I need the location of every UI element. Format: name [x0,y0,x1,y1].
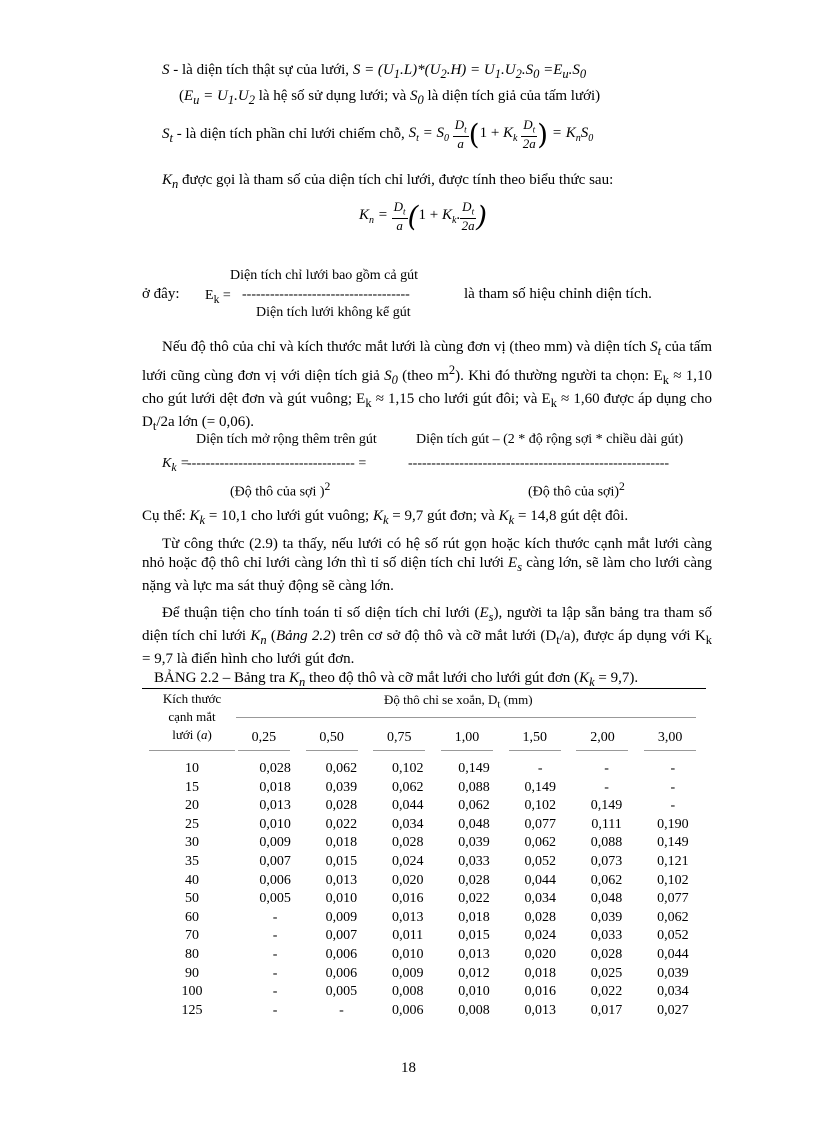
kn-value-cell: 0,017 [590,1002,623,1018]
kn-value-cell: 0,009 [325,909,358,925]
kn-value-cell: 0,028 [391,835,424,851]
table-row [142,760,706,779]
kn-value-cell: 0,009 [391,965,424,981]
mesh-size-cell: 125 [181,1002,203,1018]
kk-numerator-2: Diện tích gút – (2 * độ rộng sợi * chiều dài gút) [416,432,684,447]
column-header: 0,75 [365,730,433,751]
kn-value-cell: 0,149 [590,798,623,814]
kk-fraction-bar-1: ------------------------------------ = [187,456,367,471]
kn-value-cell: 0,052 [657,928,689,944]
paragraph-lookup-table: Để thuận tiện cho tính toán tỉ số diện tích chỉ lưới $(E_s)$, người ta lập sẵn bảng tra tham số diện tích chỉ lưới $K_n$ (Bảng 2.2) trên cơ sở độ thô và cỡ mắt lưới $(D_t/a)$, được áp dụng với $K_k = 9,7$ là điển hình cho lưới gút đơn. [142,605,712,667]
mesh-size-cell: 100 [181,984,203,1000]
kn-value-cell: 0,024 [524,928,557,944]
kn-formula: $K_n$ = $\frac{D_t}{a}$ ($1 + K_k$. $\frac{D_t}{2a}$ ) [359,199,488,233]
table-top-rule [142,688,706,689]
kn-value-cell: 0,006 [325,946,358,962]
column-header: 0,50 [298,730,366,751]
kn-value-cell: 0,028 [458,872,490,888]
column-header: 2,00 [569,730,637,751]
kn-value-cell: - [272,984,278,1000]
eu-note: ($E_u = U_1.U_2$ là hệ số sử dụng lưới; và $S_0$ là diện tích giả của tấm lưới) [179,88,601,107]
kn-value-cell: 0,039 [325,779,358,795]
kn-value-cell: 0,013 [391,909,424,925]
kn-value-cell: 0,028 [259,761,291,776]
ek-description: là tham số hiệu chỉnh diện tích. [464,286,652,302]
kn-value-cell: 0,013 [259,798,291,814]
kn-value-cell: 0,028 [590,946,623,962]
kn-value-cell: 0,111 [591,816,622,832]
kn-value-cell: - [272,928,278,944]
kn-value-cell: 0,013 [325,872,358,888]
kn-value-cell: 0,088 [458,779,490,795]
kn-value-cell: 0,007 [325,928,358,944]
mesh-size-cell: 80 [185,946,199,962]
kn-value-cell: 0,048 [458,816,490,832]
ek-fraction-bar: ------------------------------------ [242,287,410,302]
kn-value-cell: 0,018 [259,779,291,795]
kn-value-cell: 0,033 [458,853,490,869]
table-row [142,872,706,891]
kn-value-cell: 0,062 [590,872,623,888]
kn-value-cell: - [604,779,609,795]
kn-value-cell: 0,102 [524,798,557,814]
mesh-size-cell: 60 [185,909,199,925]
kn-value-cell: 0,052 [524,853,557,869]
column-header: 3,00 [636,730,704,751]
kn-value-cell: 0,034 [391,816,424,832]
kn-description: $K_n$ được gọi là tham số của diện tích chỉ lưới, được tính theo biểu thức sau: [162,172,614,191]
ek-denominator: Diện tích lưới không kể gút [256,305,411,320]
table-row [142,983,706,1002]
kn-value-cell: 0,044 [391,798,424,814]
kn-value-cell: 0,033 [590,928,623,944]
kn-value-cell: 0,018 [524,965,557,981]
kn-value-cell: 0,044 [524,872,557,888]
kn-value-cell: 0,039 [657,965,689,981]
kn-value-cell: 0,013 [458,946,490,962]
kn-value-cell: 0,016 [391,891,424,907]
kn-value-cell: 0,077 [657,891,689,907]
kn-value-cell: 0,010 [458,984,490,1000]
kn-value-cell: 0,024 [391,853,424,869]
kn-value-cell: 0,013 [524,1002,557,1018]
kn-value-cell: 0,048 [590,891,623,907]
kn-value-cell: 0,149 [657,835,689,851]
kn-value-cell: 0,016 [524,984,557,1000]
mesh-size-cell: 50 [185,891,199,907]
kn-value-cell: - [272,946,278,962]
mesh-size-cell: 40 [185,872,199,888]
table-row [142,834,706,853]
st-definition: $S_t$ - là diện tích phần chỉ lưới chiếm chỗ, $S_t = S_0$ $\frac{D_t}{a}$ ($1 + K_k$ $\frac{D_t}{2a}$ ) = $K_nS_0$ [162,117,594,151]
table-row [142,965,706,984]
kn-value-cell: 0,022 [325,816,358,832]
kn-value-cell: - [537,761,543,776]
mesh-size-cell: 25 [185,816,199,832]
ek-symbol: $E_k$ = [205,288,231,306]
kn-value-cell: 0,010 [325,891,358,907]
kn-value-cell: 0,121 [657,853,689,869]
kn-value-cell: 0,012 [458,965,490,981]
kn-value-cell: - [604,761,609,776]
mesh-size-cell: 30 [185,835,199,851]
kn-value-cell: 0,062 [391,779,424,795]
kn-value-cell: 0,005 [325,984,358,1000]
kk-numerator-1: Diện tích mở rộng thêm trên gút [196,432,377,447]
kn-value-cell: 0,028 [325,798,358,814]
kn-value-cell: 0,018 [325,835,358,851]
column-headers [230,730,704,751]
page-number: 18 [401,1060,416,1076]
kn-value-cell: 0,011 [392,928,424,944]
table-caption: BẢNG 2.2 – Bảng tra $K_n$ theo độ thô và cỡ mắt lưới cho lưới gút đơn $(K_k = 9,7)$. [154,670,639,689]
kk-symbol: $K_k$ = [162,456,190,474]
kn-value-cell: 0,020 [391,872,424,888]
kn-value-cell: 0,025 [590,965,623,981]
kn-value-cell: 0,027 [657,1002,689,1018]
table-row [142,797,706,816]
kn-value-cell: 0,010 [259,816,291,832]
kn-value-cell: 0,006 [325,965,358,981]
column-group-rule [236,717,696,718]
kn-value-cell: 0,077 [524,816,557,832]
kk-denominator-2: (Độ thô của sợi)$^2$ [528,480,625,500]
table-row [142,779,706,798]
paragraph-units: Nếu độ thô của chỉ và kích thước mắt lưới là cùng đơn vị (theo mm) và diện tích $S_t$ của tấm lưới cũng cùng đơn vị với diện tích giả $S_0$ (theo $m^2$). Khi đó thường người ta chọn: $E_k \approx 1,10$ cho gút lưới dệt đơn và gút vuông; $E_k \approx 1,15$ cho lưới gút đôi; và $E_k \approx 1,60$ được áp dụng cho $D_t/2a$ lớn (= 0,06). [142,339,712,433]
kn-value-cell: 0,028 [524,909,557,925]
kn-value-cell: 0,018 [458,909,490,925]
kn-value-cell: 0,010 [391,946,424,962]
table-row [142,816,706,835]
kn-value-cell: 0,073 [590,853,623,869]
kk-examples: Cụ thể: $K_k = 10,1$ cho lưới gút vuông; $K_k = 9,7$ gút đơn; và $K_k = 14,8$ gút dệt đôi. [142,508,629,527]
kn-value-cell: - [272,965,278,981]
mesh-size-cell: 10 [185,761,199,776]
kn-value-cell: 0,008 [458,1002,490,1018]
kn-value-cell: 0,006 [391,1002,424,1018]
table-row [142,946,706,965]
kn-value-cell: 0,022 [458,891,490,907]
mesh-size-cell: 20 [185,798,199,814]
table-row [142,1002,706,1021]
kn-value-cell: 0,034 [657,984,689,1000]
s-formula: $S = (U_1.L)*(U_2.H) = U_1.U_2.S_0 =E_u.S_0$ [352,62,587,81]
row-header: Kích thước cạnh mắt lưới (a) [142,690,242,751]
kn-value-cell: 0,034 [524,891,557,907]
paragraph-formula-consequence: Từ công thức (2.9) ta thấy, nếu lưới có hệ số rút gọn hoặc kích thước cạnh mắt lưới càng nhỏ hoặc độ thô chỉ lưới càng lớn thì tỉ số diện tích chỉ lưới $E_s$ càng lớn, sẽ làm cho lưới càng nặng và lực ma sát thuỷ động sẽ càng lớn. [142,536,712,594]
kn-value-cell: 0,062 [524,835,557,851]
kn-value-cell: 0,009 [259,835,291,851]
column-header: 1,00 [433,730,501,751]
kn-value-cell: 0,015 [325,853,358,869]
s-definition: S - là diện tích thật sự của lưới, $S = (U_1.L)*(U_2.H) = U_1.U_2.S_0 =E_u.S_0$ [162,62,587,81]
kn-value-cell: 0,149 [524,779,557,795]
mesh-size-cell: 70 [185,928,199,944]
kn-value-cell: 0,039 [458,835,490,851]
kn-value-cell: 0,020 [524,946,557,962]
kn-value-cell: - [670,779,676,795]
kn-value-cell: 0,006 [259,872,291,888]
kn-value-cell: - [670,761,676,776]
ek-numerator: Diện tích chỉ lưới bao gồm cả gút [230,268,419,283]
o-day-label: ở đây: [142,286,180,302]
kn-value-cell: 0,008 [391,984,424,1000]
kn-value-cell: - [670,798,676,814]
kn-value-cell: 0,190 [657,816,689,832]
kn-value-cell: 0,062 [657,909,689,925]
kn-value-cell: 0,062 [458,798,490,814]
mesh-size-cell: 35 [185,853,199,869]
kn-value-cell: 0,015 [458,928,490,944]
kn-value-cell: 0,022 [590,984,623,1000]
kn-value-cell: 0,044 [657,946,689,962]
kn-value-cell: 0,102 [391,761,424,776]
table-row [142,890,706,909]
mesh-size-cell: 90 [185,965,199,981]
column-header: 1,50 [501,730,569,751]
kn-value-cell: 0,039 [590,909,623,925]
kn-value-cell: 0,005 [259,891,291,907]
column-group-header: Độ thô chỉ se xoắn, $D_t$ (mm) [384,692,533,711]
kn-value-cell: 0,007 [259,853,291,869]
mesh-size-cell: 15 [185,779,199,795]
kn-value-cell: 0,102 [657,872,689,888]
kn-value-cell: 0,088 [590,835,623,851]
kn-table [142,760,706,1020]
kn-value-cell: - [272,1002,278,1018]
kn-value-cell: - [272,909,278,925]
kn-value-cell: - [339,1002,344,1018]
kk-denominator-1: (Độ thô của sợi )$^2$ [230,480,331,500]
kn-value-cell: 0,062 [325,761,358,776]
table-row [142,927,706,946]
table-row [142,909,706,928]
kk-fraction-bar-2: -------------------------------------------------------- [408,456,670,471]
table-row [142,853,706,872]
column-header: 0,25 [230,730,298,751]
kn-value-cell: 0,149 [458,761,490,776]
